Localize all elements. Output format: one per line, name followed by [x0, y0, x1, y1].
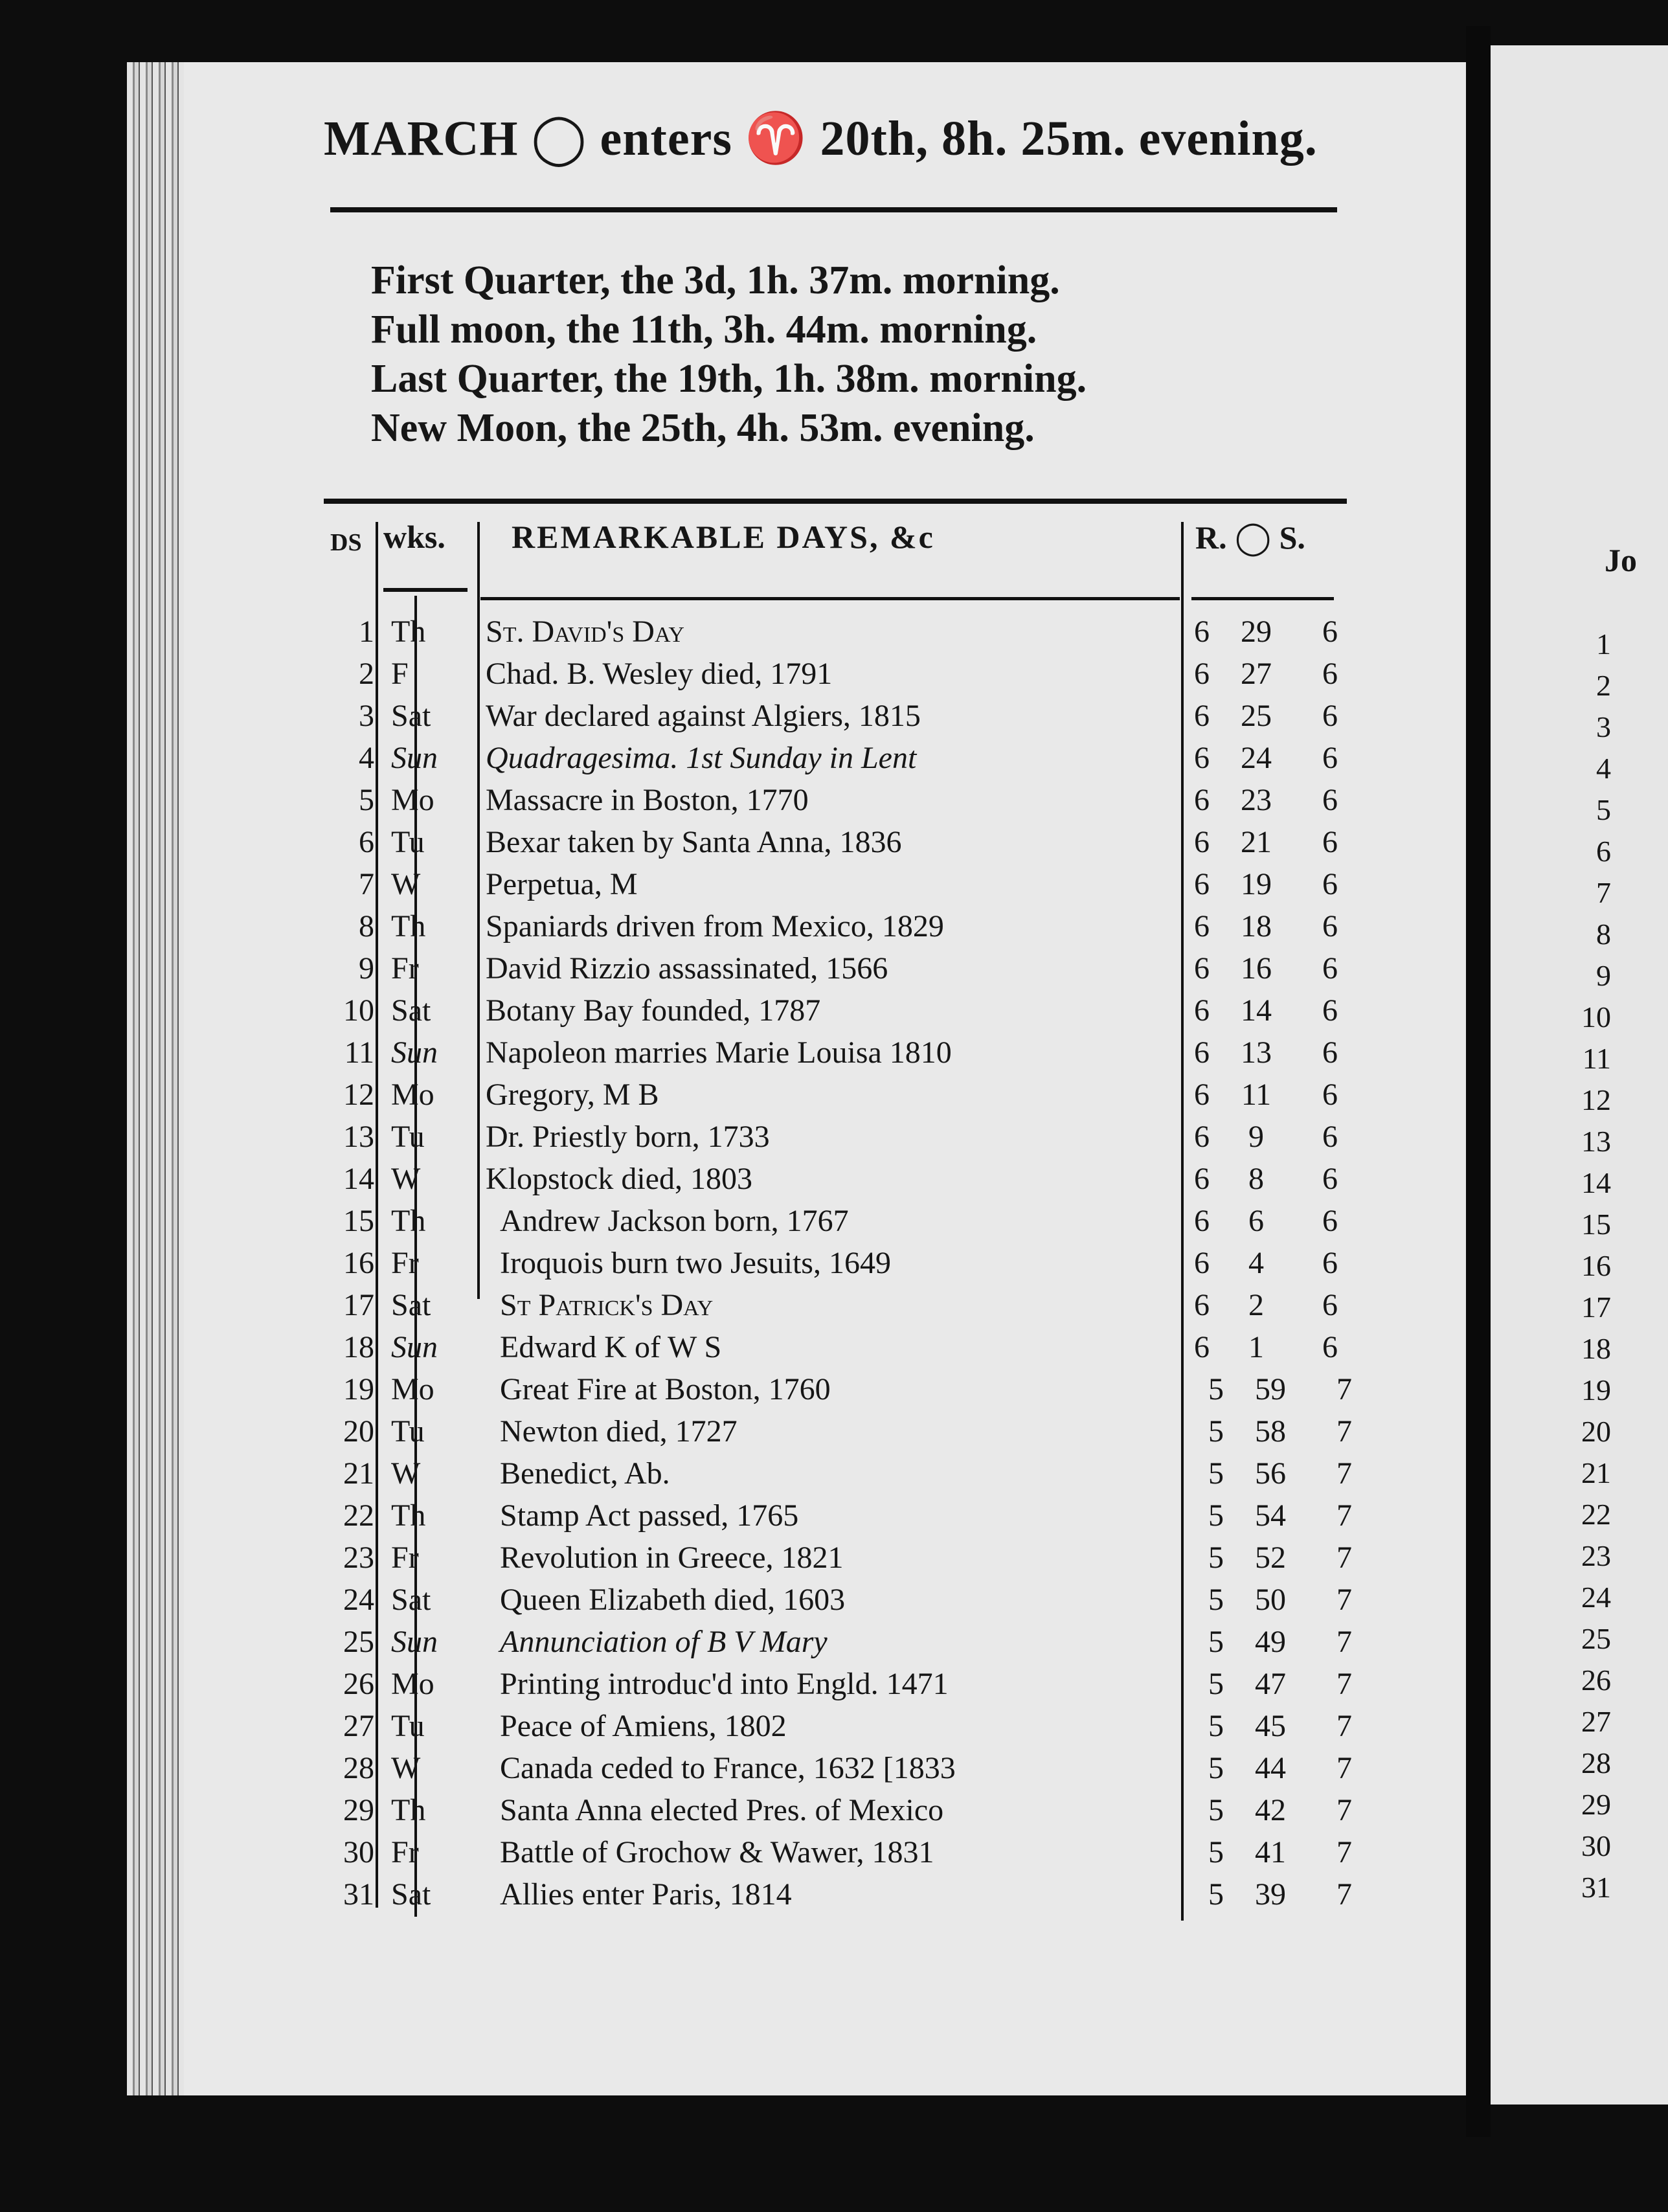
weekday: Tu: [391, 825, 425, 859]
sunrise-hour: 5: [1208, 1877, 1224, 1912]
weekday: Tu: [391, 1120, 425, 1154]
remarkable-event: Revolution in Greece, 1821: [500, 1541, 844, 1575]
header-underline-sun: [1191, 597, 1334, 600]
sunset-hour: 7: [1336, 1456, 1352, 1491]
sunrise-minute: 27: [1241, 657, 1272, 691]
facing-page-day-number: 24: [1581, 1581, 1611, 1614]
sunrise-minute: 39: [1255, 1877, 1286, 1912]
sunrise-hour: 6: [1194, 1162, 1210, 1196]
heading-rule: [330, 207, 1337, 212]
sunrise-hour: 5: [1208, 1414, 1224, 1449]
facing-page-day-number: 26: [1581, 1664, 1611, 1697]
facing-page-day-number: 15: [1581, 1208, 1611, 1241]
weekday: Fr: [391, 951, 419, 986]
remarkable-event: Botany Bay founded, 1787: [486, 993, 821, 1028]
facing-page-day-number: 16: [1581, 1249, 1611, 1282]
weekday: Th: [391, 615, 426, 649]
sunrise-minute: 50: [1255, 1583, 1286, 1617]
sunrise-hour: 6: [1194, 951, 1210, 986]
facing-page-day-number: 8: [1596, 918, 1611, 951]
day-number: 20: [343, 1414, 374, 1449]
weekday: F: [391, 657, 409, 691]
sunrise-minute: 2: [1248, 1288, 1264, 1322]
day-number: 28: [343, 1751, 374, 1785]
remarkable-event: Benedict, Ab.: [500, 1456, 670, 1491]
sunrise-hour: 6: [1194, 615, 1210, 649]
facing-page-day-number: 22: [1581, 1498, 1611, 1531]
page-edges: [127, 62, 185, 2095]
sunrise-minute: 21: [1241, 825, 1272, 859]
remarkable-event: Peace of Amiens, 1802: [500, 1709, 787, 1743]
table-top-rule: [324, 499, 1347, 504]
weekday: W: [391, 1456, 421, 1491]
day-number: 26: [343, 1667, 374, 1701]
facing-page-day-number: 21: [1581, 1456, 1611, 1489]
moon-phase-first-quarter: First Quarter, the 3d, 1h. 37m. morning.: [371, 258, 1060, 302]
facing-page-day-number: 25: [1581, 1622, 1611, 1655]
sunrise-minute: 9: [1248, 1120, 1264, 1154]
remarkable-event: Santa Anna elected Pres. of Mexico: [500, 1793, 944, 1827]
moon-phase-new-moon: New Moon, the 25th, 4h. 53m. evening.: [371, 406, 1035, 450]
sunrise-hour: 6: [1194, 783, 1210, 817]
remarkable-event: Newton died, 1727: [500, 1414, 738, 1449]
facing-page-day-number: 17: [1581, 1291, 1611, 1324]
facing-page-day-number: 23: [1581, 1539, 1611, 1572]
facing-page-day-number: 5: [1596, 793, 1611, 826]
sunset-hour: 7: [1336, 1751, 1352, 1785]
facing-page-day-number: 20: [1581, 1415, 1611, 1448]
sunrise-minute: 41: [1255, 1835, 1286, 1869]
facing-page-day-number: 4: [1596, 752, 1611, 785]
facing-page-day-number: 9: [1596, 959, 1611, 992]
day-number: 27: [343, 1709, 374, 1743]
remarkable-event: Quadragesima. 1st Sunday in Lent: [486, 741, 917, 775]
sunrise-minute: 45: [1255, 1709, 1286, 1743]
sunrise-hour: 6: [1194, 909, 1210, 943]
sunrise-hour: 5: [1208, 1709, 1224, 1743]
sunrise-hour: 5: [1208, 1667, 1224, 1701]
sunrise-minute: 25: [1241, 699, 1272, 733]
day-number: 25: [343, 1625, 374, 1659]
remarkable-event: Chad. B. Wesley died, 1791: [486, 657, 833, 691]
sunset-hour: 6: [1322, 1120, 1338, 1154]
sunrise-hour: 6: [1194, 993, 1210, 1028]
day-number: 30: [343, 1835, 374, 1869]
sunrise-hour: 6: [1194, 1035, 1210, 1070]
facing-page-day-number: 13: [1581, 1125, 1611, 1158]
remarkable-event: Stamp Act passed, 1765: [500, 1498, 799, 1533]
facing-page-header: Jo: [1605, 542, 1637, 578]
header-remarkable-days: REMARKABLE DAYS, &c: [512, 519, 935, 555]
sunset-hour: 6: [1322, 1288, 1338, 1322]
weekday: Sat: [391, 1583, 431, 1617]
sunrise-minute: 44: [1255, 1751, 1286, 1785]
remarkable-event: Spaniards driven from Mexico, 1829: [486, 909, 944, 943]
remarkable-event: War declared against Algiers, 1815: [486, 699, 921, 733]
sunset-hour: 6: [1322, 1246, 1338, 1280]
weekday: W: [391, 1162, 421, 1196]
sunrise-minute: 14: [1241, 993, 1272, 1028]
sunrise-minute: 19: [1241, 867, 1272, 901]
sunrise-hour: 6: [1194, 741, 1210, 775]
sunset-hour: 6: [1322, 1162, 1338, 1196]
remarkable-event: Andrew Jackson born, 1767: [500, 1204, 849, 1238]
sunrise-minute: 13: [1241, 1035, 1272, 1070]
sunrise-hour: 6: [1194, 1204, 1210, 1238]
day-number: 23: [343, 1541, 374, 1575]
facing-page-day-number: 11: [1582, 1042, 1611, 1075]
day-number: 24: [343, 1583, 374, 1617]
weekday: Sun: [391, 1625, 438, 1659]
day-number: 17: [343, 1288, 374, 1322]
sunrise-minute: 24: [1241, 741, 1272, 775]
day-number: 16: [343, 1246, 374, 1280]
sunrise-hour: 6: [1194, 1288, 1210, 1322]
sunrise-minute: 47: [1255, 1667, 1286, 1701]
day-number: 9: [359, 951, 374, 986]
sunset-hour: 7: [1336, 1793, 1352, 1827]
day-number: 13: [343, 1120, 374, 1154]
weekday: Mo: [391, 1667, 434, 1701]
book-gutter: [1466, 26, 1491, 2137]
sunset-hour: 6: [1322, 783, 1338, 817]
sunset-hour: 6: [1322, 909, 1338, 943]
sunset-hour: 7: [1336, 1541, 1352, 1575]
facing-page-day-number: 3: [1596, 710, 1611, 743]
sunrise-hour: 6: [1194, 825, 1210, 859]
sunrise-hour: 5: [1208, 1541, 1224, 1575]
header-week: wks.: [383, 519, 445, 555]
weekday: Sat: [391, 993, 431, 1028]
day-number: 12: [343, 1078, 374, 1112]
weekday: Fr: [391, 1541, 419, 1575]
remarkable-event: Great Fire at Boston, 1760: [500, 1372, 831, 1406]
remarkable-event: St. David's Day: [486, 615, 684, 649]
weekday: Mo: [391, 1372, 434, 1406]
sunrise-hour: 5: [1208, 1372, 1224, 1406]
remarkable-event: Dr. Priestly born, 1733: [486, 1120, 770, 1154]
day-number: 1: [359, 615, 374, 649]
month-heading: MARCH ◯ enters ♈ 20th, 8h. 25m. evening.: [324, 111, 1318, 166]
remarkable-event: David Rizzio assassinated, 1566: [486, 951, 888, 986]
remarkable-event: Battle of Grochow & Wawer, 1831: [500, 1835, 934, 1869]
header-day: DS: [330, 529, 362, 556]
day-number: 14: [343, 1162, 374, 1196]
facing-page-day-number: 31: [1581, 1871, 1611, 1904]
sunrise-hour: 5: [1208, 1456, 1224, 1491]
weekday: Sat: [391, 699, 431, 733]
facing-page-day-number: 29: [1581, 1788, 1611, 1821]
facing-page-day-number: 10: [1581, 1000, 1611, 1033]
weekday: Fr: [391, 1835, 419, 1869]
sunrise-minute: 58: [1255, 1414, 1286, 1449]
day-number: 31: [343, 1877, 374, 1912]
day-number: 18: [343, 1330, 374, 1364]
sunset-hour: 6: [1322, 1078, 1338, 1112]
day-number: 5: [359, 783, 374, 817]
day-number: 21: [343, 1456, 374, 1491]
sunset-hour: 6: [1322, 951, 1338, 986]
sunset-hour: 7: [1336, 1625, 1352, 1659]
facing-page-day-number: 2: [1596, 669, 1611, 702]
sunset-hour: 6: [1322, 741, 1338, 775]
remarkable-event: Klopstock died, 1803: [486, 1162, 752, 1196]
weekday: Th: [391, 1793, 426, 1827]
weekday: W: [391, 867, 421, 901]
day-number: 6: [359, 825, 374, 859]
column-separator: [477, 522, 480, 1299]
facing-page-day-number: 7: [1596, 876, 1611, 909]
sunrise-hour: 6: [1194, 1078, 1210, 1112]
sunrise-hour: 6: [1194, 1120, 1210, 1154]
sunrise-hour: 5: [1208, 1835, 1224, 1869]
facing-page-day-number: 27: [1581, 1705, 1611, 1738]
sunrise-hour: 5: [1208, 1793, 1224, 1827]
sunrise-hour: 5: [1208, 1625, 1224, 1659]
sunset-hour: 6: [1322, 825, 1338, 859]
day-number: 7: [359, 867, 374, 901]
sunset-hour: 7: [1336, 1583, 1352, 1617]
sunset-hour: 7: [1336, 1667, 1352, 1701]
remarkable-event: Gregory, M B: [486, 1078, 659, 1112]
sunrise-minute: 49: [1255, 1625, 1286, 1659]
day-number: 15: [343, 1204, 374, 1238]
weekday: Sat: [391, 1877, 431, 1912]
column-separator: [376, 522, 378, 1908]
weekday: Mo: [391, 783, 434, 817]
sunrise-hour: 5: [1208, 1498, 1224, 1533]
remarkable-event: Edward K of W S: [500, 1330, 722, 1364]
day-number: 19: [343, 1372, 374, 1406]
sunset-hour: 6: [1322, 1035, 1338, 1070]
day-number: 10: [343, 993, 374, 1028]
day-number: 22: [343, 1498, 374, 1533]
weekday: Th: [391, 1204, 426, 1238]
remarkable-event: Queen Elizabeth died, 1603: [500, 1583, 846, 1617]
remarkable-event: St Patrick's Day: [500, 1288, 714, 1322]
weekday: Th: [391, 909, 426, 943]
sunrise-minute: 52: [1255, 1541, 1286, 1575]
sunrise-minute: 6: [1248, 1204, 1264, 1238]
remarkable-event: Iroquois burn two Jesuits, 1649: [500, 1246, 891, 1280]
sunrise-minute: 56: [1255, 1456, 1286, 1491]
facing-page-day-number: 14: [1581, 1166, 1611, 1199]
day-number: 3: [359, 699, 374, 733]
sunrise-minute: 29: [1241, 615, 1272, 649]
sunrise-minute: 42: [1255, 1793, 1286, 1827]
day-number: 2: [359, 657, 374, 691]
weekday: Sun: [391, 741, 438, 775]
sunrise-hour: 6: [1194, 1330, 1210, 1364]
sunrise-minute: 1: [1248, 1330, 1264, 1364]
sunrise-minute: 54: [1255, 1498, 1286, 1533]
remarkable-event: Annunciation of B V Mary: [500, 1625, 828, 1659]
header-underline-week: [383, 588, 468, 592]
sunrise-minute: 8: [1248, 1162, 1264, 1196]
weekday: Fr: [391, 1246, 419, 1280]
sunset-hour: 6: [1322, 867, 1338, 901]
remarkable-event: Allies enter Paris, 1814: [500, 1877, 792, 1912]
facing-page-day-number: 30: [1581, 1829, 1611, 1862]
sunrise-minute: 4: [1248, 1246, 1264, 1280]
day-number: 11: [344, 1035, 374, 1070]
sunset-hour: 6: [1322, 699, 1338, 733]
day-number: 8: [359, 909, 374, 943]
day-number: 29: [343, 1793, 374, 1827]
sunset-hour: 6: [1322, 993, 1338, 1028]
weekday: Th: [391, 1498, 426, 1533]
weekday: Sun: [391, 1035, 438, 1070]
sunrise-minute: 59: [1255, 1372, 1286, 1406]
weekday: W: [391, 1751, 421, 1785]
sunrise-minute: 18: [1241, 909, 1272, 943]
facing-page-day-number: 18: [1581, 1332, 1611, 1365]
remarkable-event: Canada ceded to France, 1632 [1833: [500, 1751, 956, 1785]
column-separator: [1181, 522, 1184, 1921]
sunset-hour: 6: [1322, 615, 1338, 649]
weekday: Tu: [391, 1709, 425, 1743]
sunset-hour: 7: [1336, 1372, 1352, 1406]
moon-phase-last-quarter: Last Quarter, the 19th, 1h. 38m. morning.: [371, 357, 1087, 401]
facing-page-day-number: 28: [1581, 1746, 1611, 1779]
weekday: Tu: [391, 1414, 425, 1449]
sunset-hour: 6: [1322, 657, 1338, 691]
sunrise-minute: 16: [1241, 951, 1272, 986]
weekday: Sat: [391, 1288, 431, 1322]
sunrise-hour: 6: [1194, 699, 1210, 733]
remarkable-event: Bexar taken by Santa Anna, 1836: [486, 825, 902, 859]
sunset-hour: 7: [1336, 1877, 1352, 1912]
sunset-hour: 6: [1322, 1204, 1338, 1238]
sunrise-hour: 6: [1194, 657, 1210, 691]
sunset-hour: 6: [1322, 1330, 1338, 1364]
remarkable-event: Napoleon marries Marie Louisa 1810: [486, 1035, 952, 1070]
sunrise-minute: 11: [1241, 1078, 1272, 1112]
weekday: Mo: [391, 1078, 434, 1112]
sunset-hour: 7: [1336, 1498, 1352, 1533]
facing-page-day-number: 12: [1581, 1083, 1611, 1116]
header-sun-rise-set: R. ◯ S.: [1195, 519, 1305, 556]
sunrise-minute: 23: [1241, 783, 1272, 817]
remarkable-event: Massacre in Boston, 1770: [486, 783, 809, 817]
moon-phase-full-moon: Full moon, the 11th, 3h. 44m. morning.: [371, 308, 1037, 352]
sunrise-hour: 5: [1208, 1583, 1224, 1617]
sunset-hour: 7: [1336, 1709, 1352, 1743]
remarkable-event: Perpetua, M: [486, 867, 638, 901]
remarkable-event: Printing introduc'd into Engld. 1471: [500, 1667, 949, 1701]
facing-page-day-number: 1: [1596, 627, 1611, 660]
sunset-hour: 7: [1336, 1414, 1352, 1449]
sunrise-hour: 6: [1194, 1246, 1210, 1280]
header-underline-events: [480, 597, 1180, 600]
sunset-hour: 7: [1336, 1835, 1352, 1869]
weekday: Sun: [391, 1330, 438, 1364]
sunrise-hour: 6: [1194, 867, 1210, 901]
facing-page-day-number: 19: [1581, 1373, 1611, 1406]
sunrise-hour: 5: [1208, 1751, 1224, 1785]
facing-page-day-number: 6: [1596, 835, 1611, 868]
day-number: 4: [359, 741, 374, 775]
